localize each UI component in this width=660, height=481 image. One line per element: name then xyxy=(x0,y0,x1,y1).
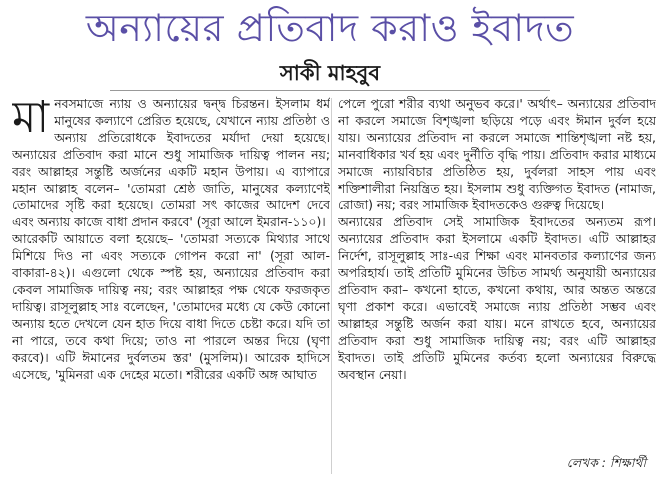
paragraph-3: পেলে পুরো শরীর ব্যথা অনুভব করে।' অর্থাৎ– অন্যায়ের প্রতিবাদ না করলে সমাজে বিশৃঙ্খলা ছড়িয়ে পড়ে এবং ঈমান দুর্বল হয়ে যায়। অন্যায়ের প্রতিবাদ না করলে সমাজে শান্তিশৃঙ্খলা নষ্ট হয়, মানবাধিকার খর্ব হয় এবং দুর্নীতি বৃদ্ধি পায়। প্রতিবাদ করার মাধ্যমে সমাজে ন্যায়বিচার প্রতিষ্ঠিত হয়, দুর্বলরা সাহস পায় এবং শক্তিশালীরা নিয়ন্ত্রিত হয়। ইসলাম শুধু ব্যক্তিগত ইবাদত (নামাজ, রোজা) নয়; বরং সামাজিক ইবাদতকেও গুরুত্ব দিয়েছে। xyxy=(338,96,656,213)
article-column-right xyxy=(338,96,656,476)
author-signoff: লেখক : শিক্ষার্থী xyxy=(566,455,646,470)
article-headline: অন্যায়ের প্রতিবাদ করাও ইবাদত xyxy=(85,6,575,50)
paragraph-1 xyxy=(12,96,330,231)
paragraph-4: অন্যায়ের প্রতিবাদ সেই সামাজিক ইবাদতের অন্যতম রূপ। অন্যায়ের প্রতিবাদ করা ইসলামে একটি ইবাদত। এটি আল্লাহর নির্দেশ, রাসূলুল্লাহ সাঃ-এর শিক্ষা এবং মানবতার কল্যাণের জন্য অপরিহার্য। তাই প্রতিটি মুমিনের উচিত সামর্থ্য অনুযায়ী অন্যায়ের প্রতিবাদ করা– কখনো হাতে, কখনো কথায়, আর অন্তত অন্তরে ঘৃণা প্রকাশ করে। এভাবেই সমাজে ন্যায় প্রতিষ্ঠা সম্ভব এবং আল্লাহর সন্তুষ্টি অর্জন করা যায়। মনে রাখতে হবে, অন্যায়ের প্রতিবাদ করা শুধু সামাজিক দায়িত্ব নয়; বরং এটি আল্লাহর ইবাদত। তাই প্রতিটি মুমিনের কর্তব্য হলো অন্যায়ের বিরুদ্ধে অবস্থান নেয়া। xyxy=(338,214,656,382)
article-byline: সাকী মাহবুব xyxy=(279,61,381,85)
drop-cap: মা xyxy=(12,96,50,143)
byline-divider xyxy=(110,90,550,91)
column-divider xyxy=(331,98,332,474)
paragraph-2: আরেকটি আয়াতে বলা হয়েছে– 'তোমরা সত্যকে মিথ্যার সাথে মিশিয়ে দিও না এবং সত্যকে গোপন করো না' (সূরা আল-বাকারা-৪২)। এগুলো থেকে স্পষ্ট হয়, অন্যায়ের প্রতিবাদ করা কেবল সামাজিক দায়িত্ব নয়; বরং আল্লাহর পক্ষ থেকে ফরজকৃত দায়িত্ব। রাসূলুল্লাহ সাঃ বলেছেন, 'তোমাদের মধ্যে যে কেউ কোনো অন্যায় হতে দেখলে যেন হাত দিয়ে বাধা দিতে চেষ্টা করে। যদি তা না পারে, তবে কথা দিয়ে; তাও না পারলে অন্তর দিয়ে (ঘৃণা করবে)। এটি ঈমানের দুর্বলতম স্তর' (মুসলিম)। আরেক হাদিসে এসেছে, 'মুমিনরা এক দেহের মতো। শরীরের একটি অঙ্গ আঘাত xyxy=(12,231,330,382)
article-column-left xyxy=(12,96,330,476)
paragraph-1-text: নবসমাজে ন্যায় ও অন্যায়ের দ্বন্দ্ব চিরন্তন। ইসলাম ধর্ম মানুষের কল্যাণে প্রেরিত হয়েছে, যেখানে ন্যায় প্রতিষ্ঠা ও অন্যায় প্রতিরোধকে ইবাদতের মর্যাদা দেয়া হয়েছে। অন্যায়ের প্রতিবাদ করা মানে শুধু সামাজিক দায়িত্ব পালন নয়; বরং আল্লাহর সন্তুষ্টি অর্জনের একটি মহান উপায়। এ ব্যাপারে মহান আল্লাহ বলেন– 'তোমরা শ্রেষ্ঠ জাতি, মানুষের কল্যাণেই তোমাদের সৃষ্টি করা হয়েছে। তোমরা সৎ কাজের আদেশ দেবে এবং অন্যায় কাজে বাধা প্রদান করবে' (সূরা আলে ইমরান-১১০)। xyxy=(12,96,330,230)
